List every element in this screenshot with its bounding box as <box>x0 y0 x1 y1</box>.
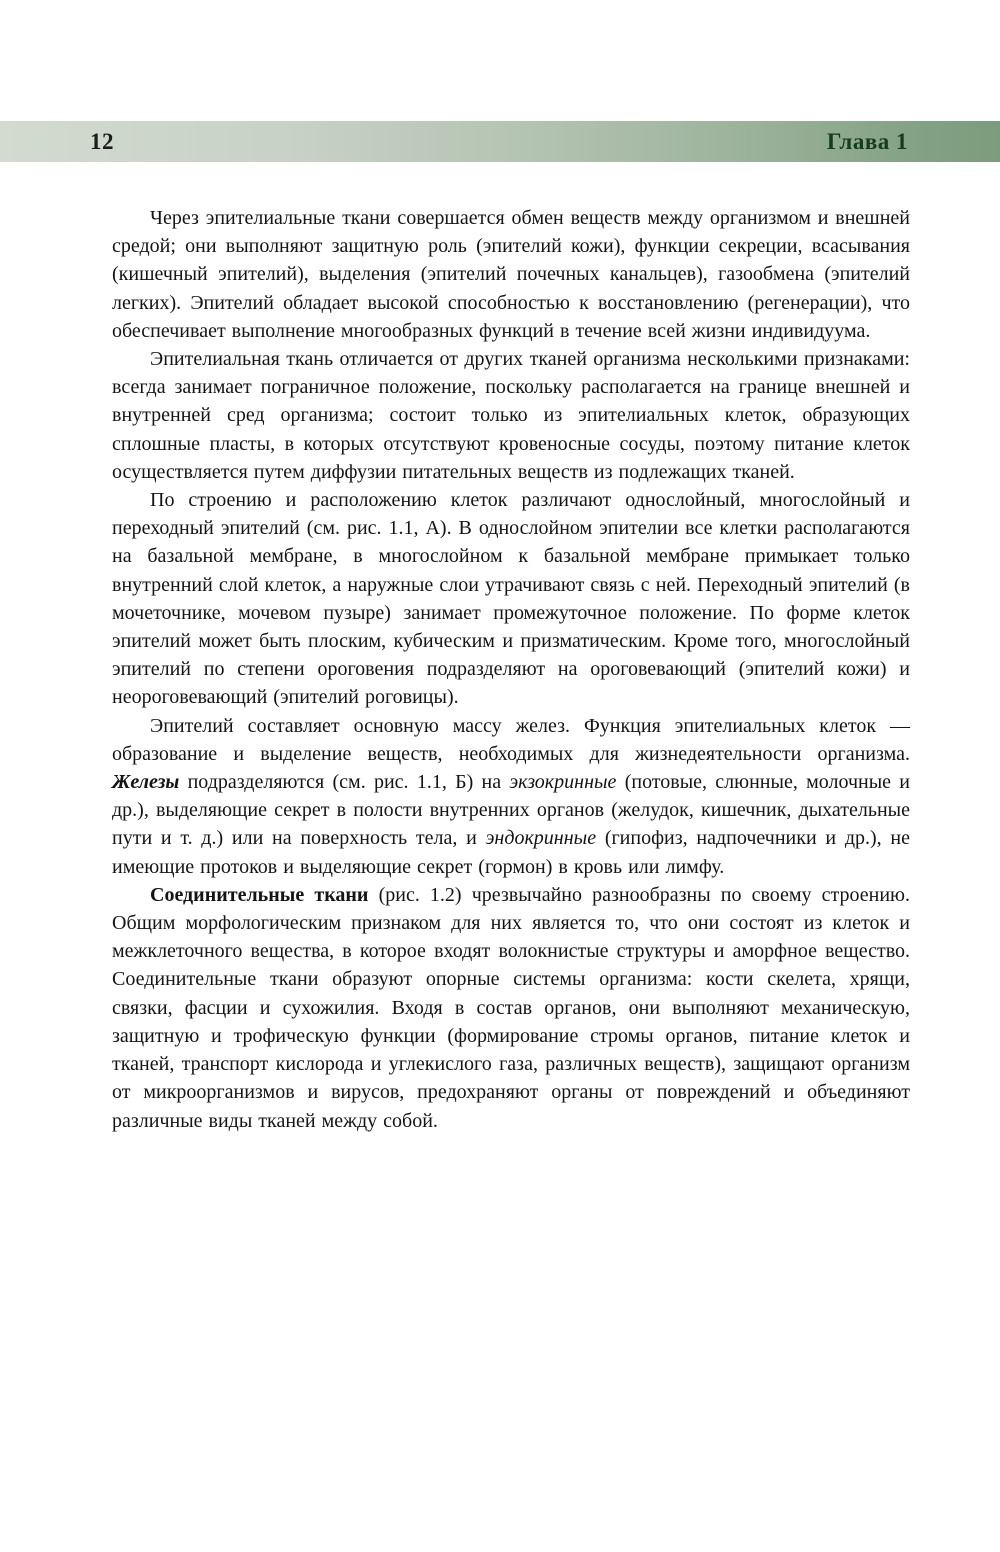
text-run: (рис. 1.2) чрезвычайно разнообразны по своему строению. Общим морфологическим признаком для них является то, что они состоят из клеток и межклеточного вещества, в которое входят волокнистые структуры и аморфное вещество. Соединительные ткани образуют опорные системы организма: кости скелета, хрящи, связки, фасции и сухожилия. Входя в состав органов, они выполняют механическую, защитную и трофическую функции (формирование стромы органов, питание клеток и тканей, транспорт кислорода и углекислого газа, различных веществ), защищают организм от микроорганизмов и вирусов, предохраняют органы от повреждений и объединяют различные виды тканей между собой. <box>112 883 910 1132</box>
text-run: экзокринные <box>509 771 617 794</box>
paragraph <box>112 486 910 712</box>
body-text <box>112 204 910 1135</box>
text-run: (гипофиз, надпочечники и др.), не имеющие протоков и выделяющие секрет (гормон) в кровь или лимфу. <box>112 827 910 878</box>
page-number: 12 <box>90 128 114 154</box>
text-run: Через эпителиальные ткани совершается обмен веществ между организмом и внешней средой; они выполняют защитную роль (эпителий кожи), функции секреции, всасывания (кишечный эпителий), выделения (эпителий почечных канальцев), газообмена (эпителий легких). Эпителий обладает высокой способностью к восстановлению (регенерации), что обеспечивает выполнение многообразных функций в течение всей жизни индивидуума. <box>112 207 910 342</box>
paragraph <box>112 345 910 486</box>
paragraph <box>112 712 910 881</box>
chapter-title: Глава 1 <box>826 128 908 154</box>
chapter-header-bar <box>0 121 1000 162</box>
text-run: подразделяются (см. рис. 1.1, Б) на <box>179 771 510 794</box>
paragraph <box>112 204 910 345</box>
paragraph <box>112 881 910 1135</box>
text-run: эндокринные <box>485 827 597 850</box>
text-run: Эпителий составляет основную массу желез. Функция эпителиальных клеток — образование и выделение веществ, необходимых для жизнедеятельности организма. <box>112 714 910 765</box>
text-run: (потовые, слюнные, молочные и др.), выделяющие секрет в полости внутренних органов (желудок, кишечник, дыхательные пути и т. д.) или на поверхность тела, и <box>112 771 910 850</box>
text-run: Эпителиальная ткань отличается от других тканей организма несколькими признаками: всегда занимает пограничное положение, поскольку располагается на границе внешней и внутренней сред организма; состоит только из эпителиальных клеток, образующих сплошные пласты, в которых отсутствуют кровеносные сосуды, поэтому питание клеток осуществляется путем диффузии питательных веществ из подлежащих тканей. <box>112 348 910 483</box>
text-run: Соединительные ткани <box>150 883 369 906</box>
text-run: По строению и расположению клеток различают однослойный, многослойный и переходный эпителий (см. рис. 1.1, А). В однослойном эпителии все клетки располагаются на базальной мембране, в многослойном к базальной мембране примыкает только внутренний слой клеток, а наружные слои утрачивают связь с ней. Переходный эпителий (в мочеточнике, мочевом пузыре) занимает промежуточное положение. По форме клеток эпителий может быть плоским, кубическим и призматическим. Кроме того, многослойный эпителий по степени ороговения подразделяют на ороговевающий (эпителий кожи) и неороговевающий (эпителий роговицы). <box>112 489 910 709</box>
text-run: Железы <box>112 771 180 794</box>
